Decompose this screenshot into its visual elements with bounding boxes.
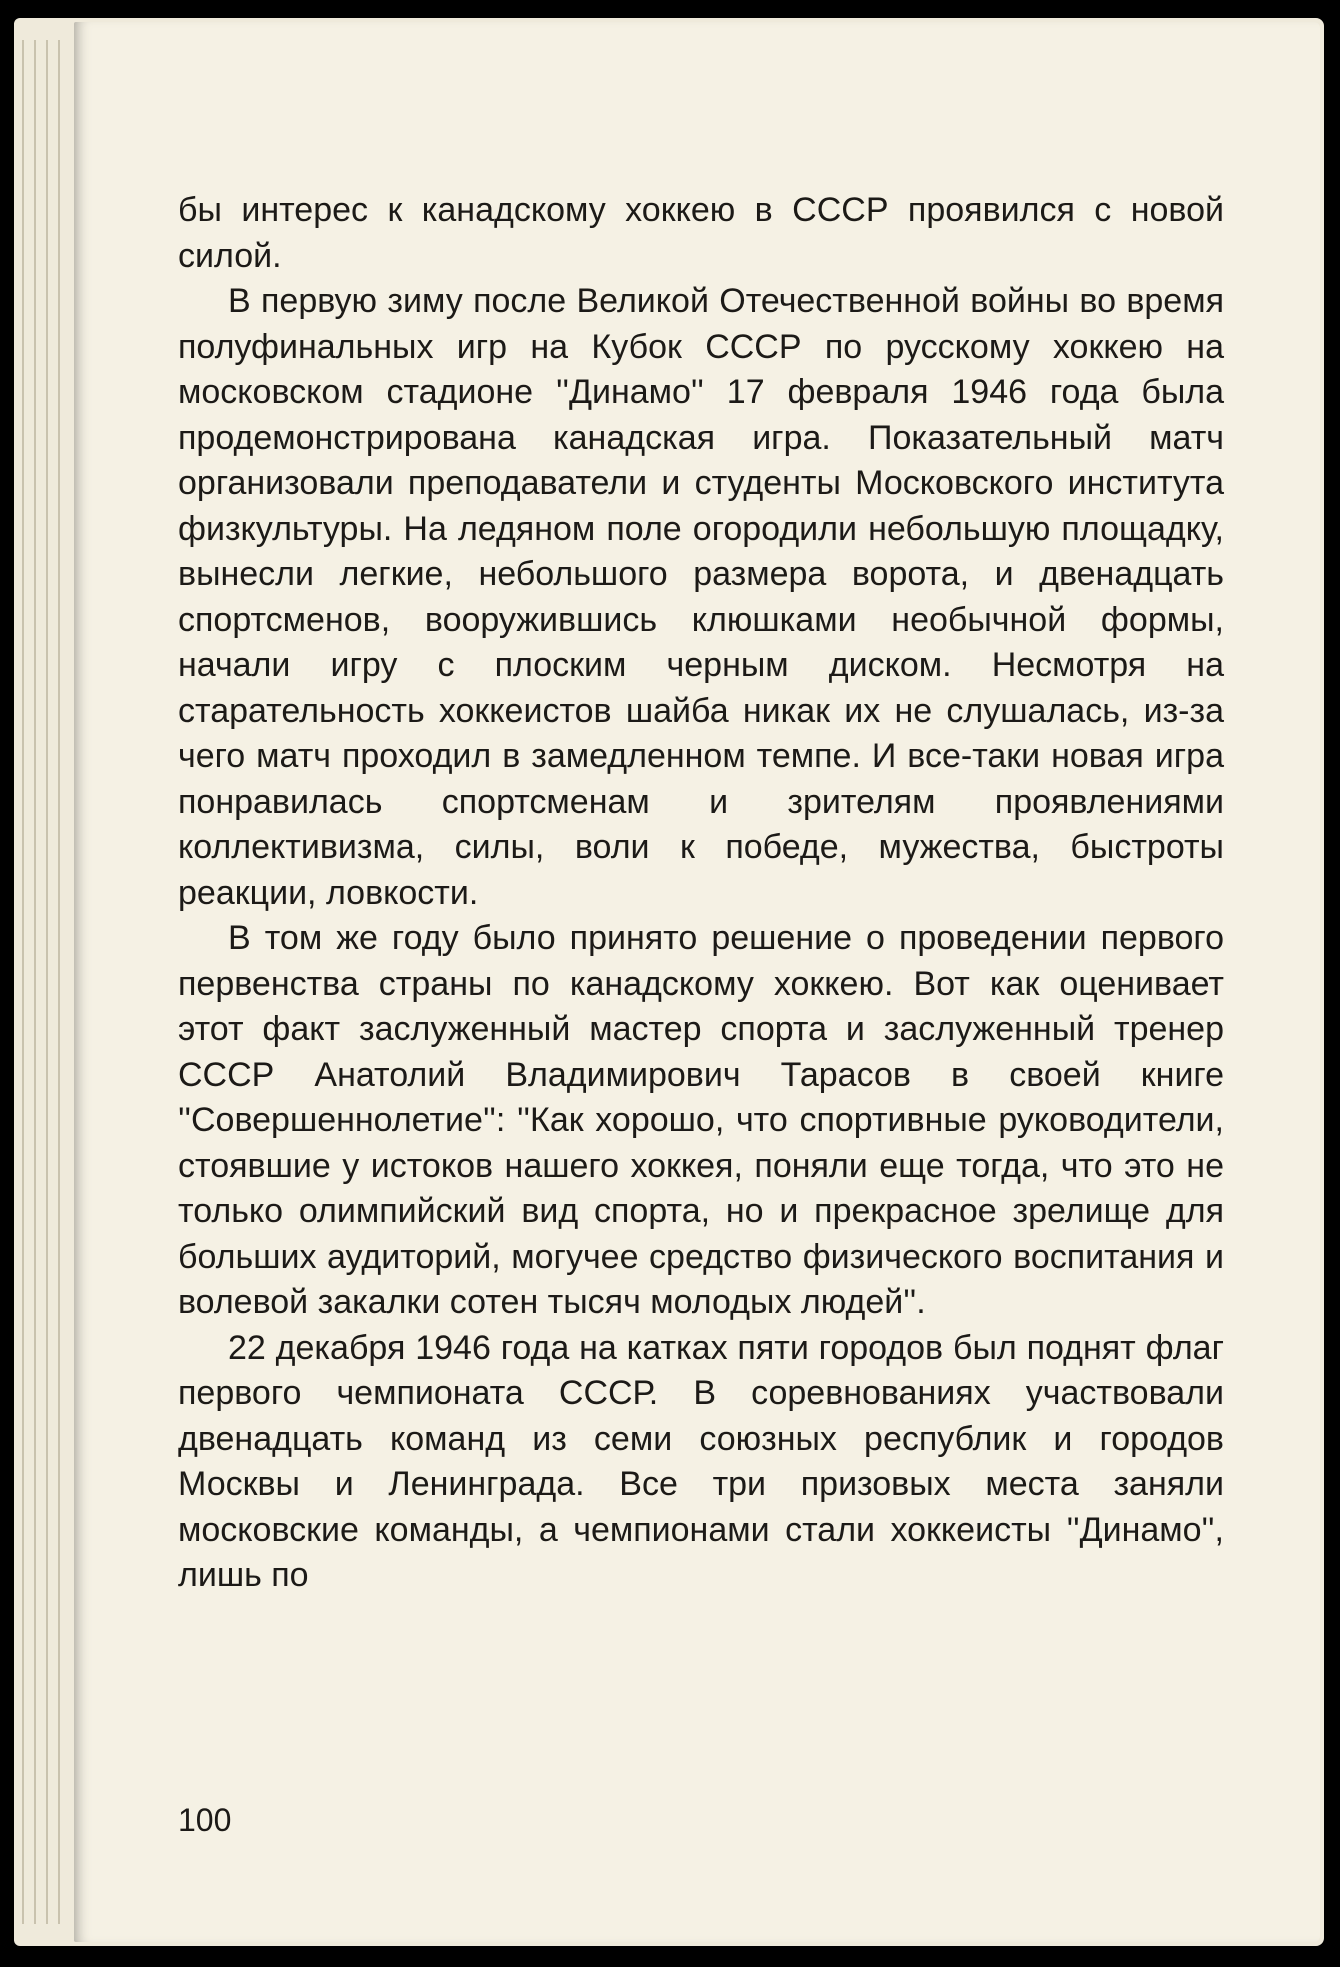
paragraph: В том же году было принято решение о проведении первого первенства страны по канадскому хоккею. Вот как оценивает этот факт заслуженный мастер спорта и заслуженный тренер СССР Анатолий Владимирович Тарасов в своей книге ''Совершеннолетие'': ''Как хорошо, что спортивные руководители, стоявшие у истоков нашего хоккея, поняли еще тогда, что это не только олимпийский вид спорта, но и прекрасное зрелище для больших аудиторий, могучее средство физического воспитания и волевой закалки сотен тысяч молодых людей''. — [178, 919, 1224, 1321]
page-edge-line — [46, 40, 48, 1924]
page-edge-line — [22, 40, 24, 1924]
page-edge-line — [34, 40, 36, 1924]
body-text — [178, 188, 1224, 1599]
page-number: 100 — [178, 1802, 232, 1838]
paragraph: бы интерес к канадскому хоккею в СССР проявился с новой силой. — [178, 191, 1224, 275]
paragraph: В первую зиму после Великой Отечественной войны во время полуфинальных игр на Кубок СССР по русскому хоккею на московском стадионе ''Динамо'' 17 февраля 1946 года была продемонстрирована канадская игра. Показательный матч организовали преподаватели и студенты Московского института физкультуры. На ледяном поле огородили небольшую площадку, вынесли легкие, небольшого размера ворота, и двенадцать спортсменов, вооружившись клюшками необычной формы, начали игру с плоским черным диском. Несмотря на старательность хоккеистов шайба никак их не слушалась, из-за чего матч проходил в замедленном темпе. И все-таки новая игра понравилась спортсменам и зрителям проявлениями коллективизма, силы, воли к победе, мужества, быстроты реакции, ловкости. — [178, 282, 1224, 912]
paragraph: 22 декабря 1946 года на катках пяти городов был поднят флаг первого чемпионата СССР. В соревнованиях участвовали двенадцать команд из семи союзных республик и городов Москвы и Ленинграда. Все три призовых места заняли московские команды, а чемпионами стали хоккеисты ''Динамо'', лишь по — [178, 1328, 1224, 1594]
page-edge-line — [58, 40, 60, 1924]
